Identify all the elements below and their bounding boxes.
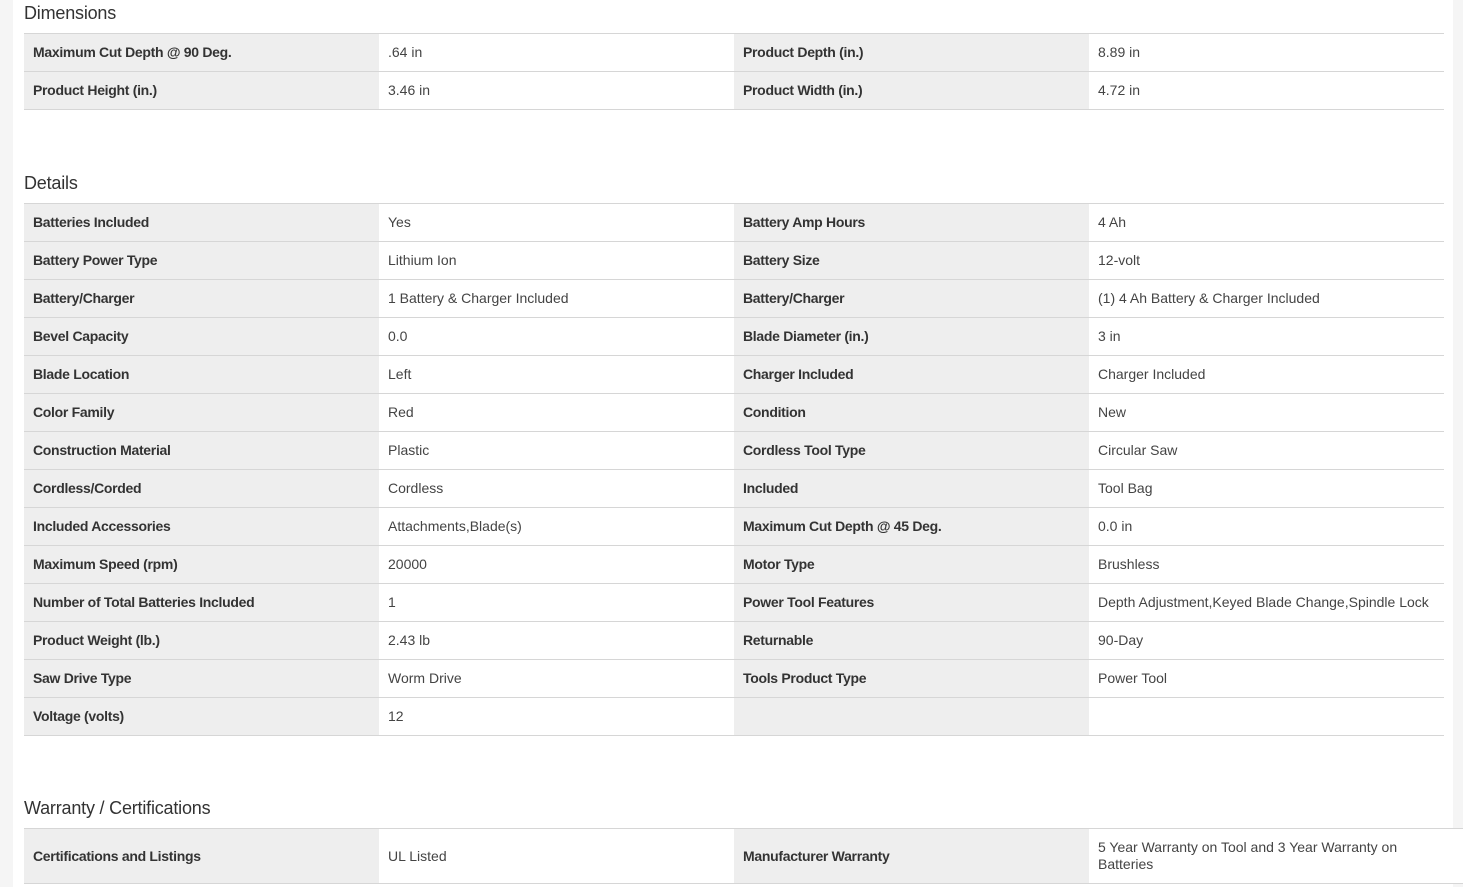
spec-label: Product Width (in.) xyxy=(734,72,1089,110)
spec-value: 20000 xyxy=(379,546,734,584)
spec-label: Blade Diameter (in.) xyxy=(734,318,1089,356)
spec-value: 3 in xyxy=(1089,318,1444,356)
spec-label: Motor Type xyxy=(734,546,1089,584)
left-gutter xyxy=(0,0,13,887)
spec-label xyxy=(734,698,1089,736)
spec-label: Maximum Speed (rpm) xyxy=(24,546,379,584)
table-row xyxy=(24,318,1444,356)
spec-label: Cordless/Corded xyxy=(24,470,379,508)
spec-label: Batteries Included xyxy=(24,204,379,242)
spec-label: Maximum Cut Depth @ 90 Deg. xyxy=(24,34,379,72)
spec-label: Product Height (in.) xyxy=(24,72,379,110)
table-row xyxy=(24,470,1444,508)
spec-label: Included Accessories xyxy=(24,508,379,546)
spec-label: Voltage (volts) xyxy=(24,698,379,736)
table-row xyxy=(24,34,1444,72)
spec-value: Brushless xyxy=(1089,546,1444,584)
spec-value: 1 xyxy=(379,584,734,622)
table-row xyxy=(24,280,1444,318)
table-row xyxy=(24,829,1463,884)
spec-value: UL Listed xyxy=(379,829,734,884)
spec-label: Cordless Tool Type xyxy=(734,432,1089,470)
spec-label: Power Tool Features xyxy=(734,584,1089,622)
spec-value: 3.46 in xyxy=(379,72,734,110)
table-row xyxy=(24,72,1444,110)
spec-label: Number of Total Batteries Included xyxy=(24,584,379,622)
spec-value: New xyxy=(1089,394,1444,432)
spec-value: Attachments,Blade(s) xyxy=(379,508,734,546)
spec-label: Certifications and Listings xyxy=(24,829,379,884)
spec-label: Battery Power Type xyxy=(24,242,379,280)
dimensions-table xyxy=(24,33,1444,110)
spec-value: 4.72 in xyxy=(1089,72,1444,110)
section-spacer xyxy=(24,110,1444,170)
spec-value: 2.43 lb xyxy=(379,622,734,660)
spec-value: 1 Battery & Charger Included xyxy=(379,280,734,318)
spec-label: Returnable xyxy=(734,622,1089,660)
section-spacer xyxy=(24,736,1444,795)
spec-value: 4 Ah xyxy=(1089,204,1444,242)
table-row xyxy=(24,622,1444,660)
table-row xyxy=(24,432,1444,470)
spec-label: Saw Drive Type xyxy=(24,660,379,698)
spec-value: 12-volt xyxy=(1089,242,1444,280)
table-row xyxy=(24,546,1444,584)
spec-label: Battery/Charger xyxy=(24,280,379,318)
spec-value: (1) 4 Ah Battery & Charger Included xyxy=(1089,280,1444,318)
warranty-title: Warranty / Certifications xyxy=(24,798,211,818)
table-row xyxy=(24,356,1444,394)
spec-value: Yes xyxy=(379,204,734,242)
spec-value: Lithium Ion xyxy=(379,242,734,280)
spec-value: 90-Day xyxy=(1089,622,1444,660)
spec-value: Circular Saw xyxy=(1089,432,1444,470)
spec-value: Tool Bag xyxy=(1089,470,1444,508)
spec-label: Manufacturer Warranty xyxy=(734,829,1089,884)
table-row xyxy=(24,204,1444,242)
table-row xyxy=(24,698,1444,736)
spec-value: Red xyxy=(379,394,734,432)
details-title: Details xyxy=(24,173,78,193)
spec-value: Left xyxy=(379,356,734,394)
spec-value: 12 xyxy=(379,698,734,736)
spec-label: Condition xyxy=(734,394,1089,432)
spec-value: Plastic xyxy=(379,432,734,470)
spec-label: Construction Material xyxy=(24,432,379,470)
spec-label: Blade Location xyxy=(24,356,379,394)
spec-label: Battery Size xyxy=(734,242,1089,280)
specifications-content xyxy=(24,0,1444,884)
spec-label: Product Depth (in.) xyxy=(734,34,1089,72)
spec-label: Color Family xyxy=(24,394,379,432)
spec-value: 8.89 in xyxy=(1089,34,1444,72)
spec-value: Depth Adjustment,Keyed Blade Change,Spindle Lock xyxy=(1089,584,1444,622)
spec-label: Tools Product Type xyxy=(734,660,1089,698)
warranty-table xyxy=(24,828,1463,884)
spec-value: .64 in xyxy=(379,34,734,72)
spec-value: Power Tool xyxy=(1089,660,1444,698)
right-gutter xyxy=(1453,0,1463,887)
spec-value: Cordless xyxy=(379,470,734,508)
table-row xyxy=(24,394,1444,432)
spec-value: Worm Drive xyxy=(379,660,734,698)
spec-label: Maximum Cut Depth @ 45 Deg. xyxy=(734,508,1089,546)
table-row xyxy=(24,508,1444,546)
dimensions-title: Dimensions xyxy=(24,3,117,23)
spec-label: Product Weight (lb.) xyxy=(24,622,379,660)
table-row xyxy=(24,584,1444,622)
spec-label: Bevel Capacity xyxy=(24,318,379,356)
spec-label: Charger Included xyxy=(734,356,1089,394)
spec-label: Included xyxy=(734,470,1089,508)
spec-value xyxy=(1089,698,1444,736)
spec-label: Battery/Charger xyxy=(734,280,1089,318)
table-row xyxy=(24,242,1444,280)
spec-value: 5 Year Warranty on Tool and 3 Year Warranty on Batteries xyxy=(1089,829,1463,884)
details-table xyxy=(24,203,1444,736)
spec-label: Battery Amp Hours xyxy=(734,204,1089,242)
spec-value: 0.0 xyxy=(379,318,734,356)
spec-value: Charger Included xyxy=(1089,356,1444,394)
spec-value: 0.0 in xyxy=(1089,508,1444,546)
table-row xyxy=(24,660,1444,698)
